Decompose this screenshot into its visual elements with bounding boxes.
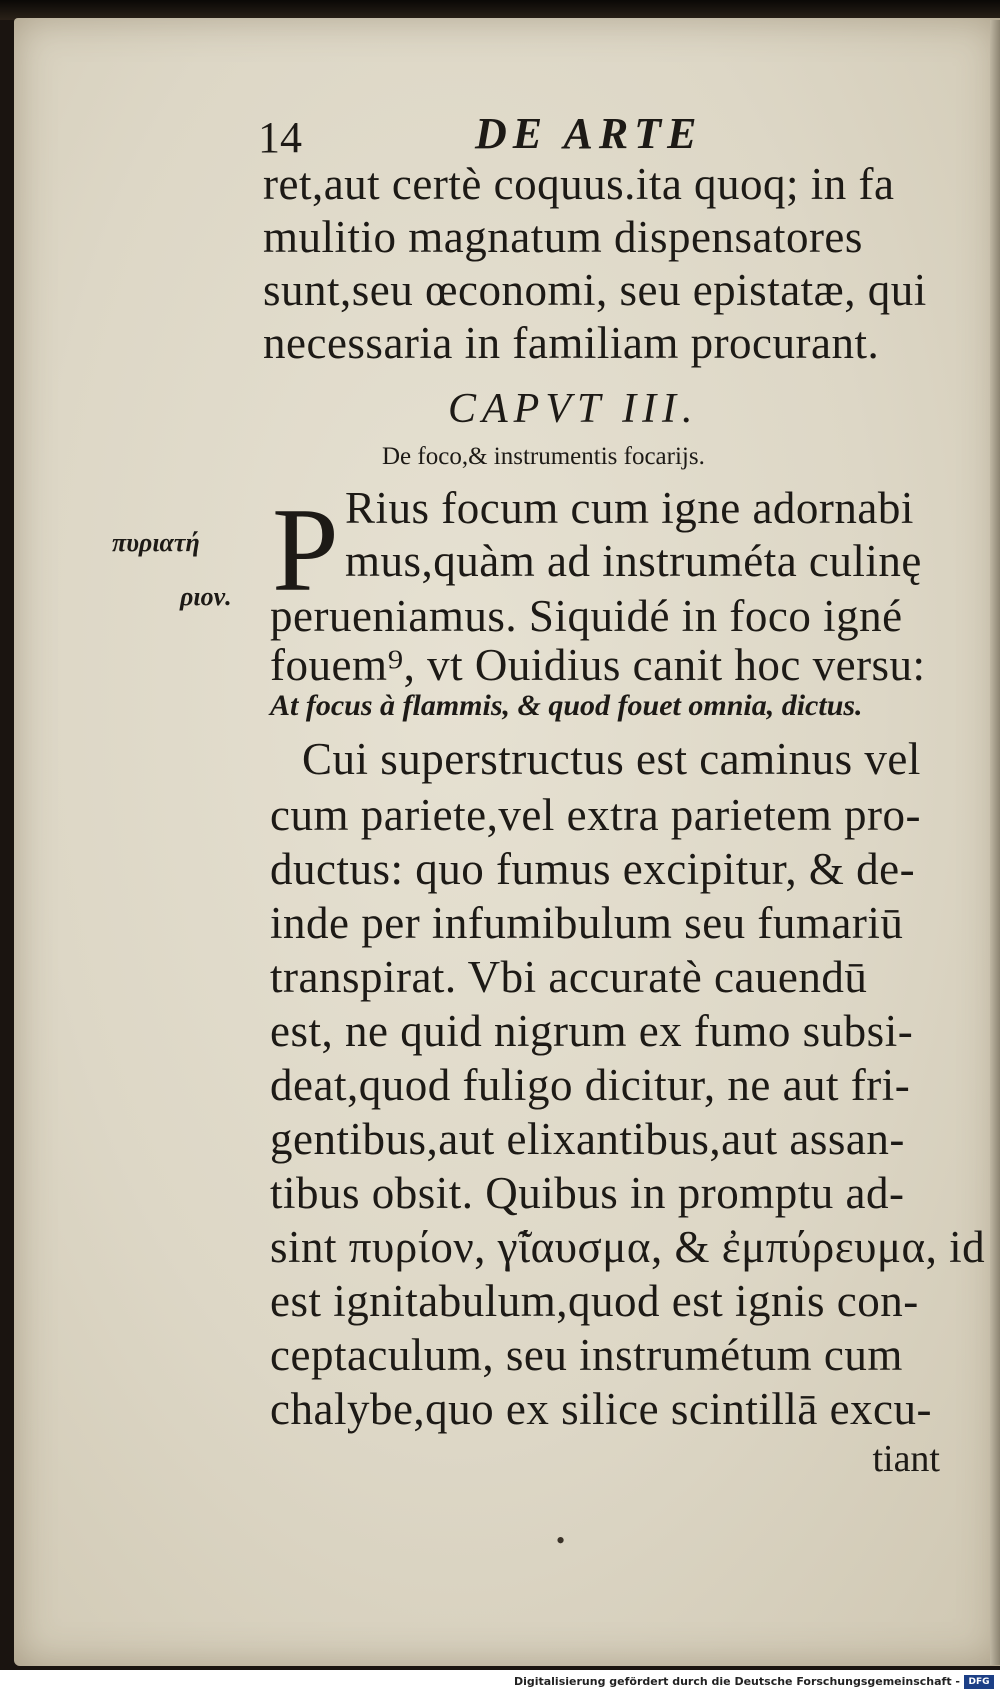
- text-line: Cui superstructus est caminus vel: [302, 734, 921, 784]
- scan-background: [0, 0, 1000, 20]
- text-line: deat,quod fuligo dicitur, ne aut fri-: [270, 1060, 911, 1110]
- text-line: sint πυρίον, γ̃ίαυσμα, & ἐμπύρευμα, id: [270, 1222, 986, 1272]
- text-line: necessaria in familiam procurant.: [263, 318, 880, 368]
- drop-capital: P: [272, 483, 339, 616]
- chapter-heading: CAPVT III.: [448, 386, 699, 432]
- text-line: perueniamus. Siquidé in foco igné: [270, 591, 903, 641]
- page-number: 14: [258, 113, 302, 162]
- text-line: transpirat. Vbi accuratè cauendū: [270, 952, 868, 1002]
- text-line: tibus obsit. Quibus in promptu ad-: [270, 1168, 905, 1218]
- digitization-credit: Digitalisierung gefördert durch die Deutsche Forschungsgemeinschaft -: [513, 1675, 960, 1688]
- text-line: cum pariete,vel extra parietem pro-: [270, 790, 921, 840]
- text-line: ductus: quo fumus excipitur, & de-: [270, 844, 916, 894]
- text-line: gentibus,aut elixantibus,aut assan-: [270, 1114, 905, 1164]
- margin-note-line2: ριον.: [180, 582, 232, 611]
- dfg-logo: DFG: [964, 1675, 994, 1689]
- text-line: mulitio magnatum dispensatores: [263, 212, 863, 262]
- verse-quotation: At focus à flammis, & quod fouet omnia, dictus.: [270, 689, 863, 722]
- text-line: fouem⁹, vt Ouidius canit hoc versu:: [270, 640, 926, 690]
- text-line: est ignitabulum,quod est ignis con-: [270, 1276, 919, 1326]
- running-title: DE ARTE: [475, 109, 703, 158]
- chapter-subtitle: De foco,& instrumentis focarijs.: [382, 443, 705, 470]
- ornament-mark: •: [556, 1526, 566, 1555]
- text-line: sunt,seu œconomi, seu epistatæ, qui: [263, 265, 927, 315]
- catchword: tiant: [872, 1438, 940, 1480]
- text-line: est, ne quid nigrum ex fumo subsi-: [270, 1006, 914, 1056]
- text-line: ceptaculum, seu instrumétum cum: [270, 1330, 903, 1380]
- text-line: chalybe,quo ex silice scintillā excu-: [270, 1384, 933, 1434]
- text-line: Rius focum cum igne adornabi: [345, 483, 914, 533]
- text-line: ret,aut certè coquus.ita quoq; in fa: [263, 159, 895, 209]
- text-line: mus,quàm ad instruméta culinę: [345, 536, 922, 586]
- margin-note-line1: πυριατή: [112, 528, 200, 557]
- page-edge: [990, 20, 1000, 1665]
- text-line: inde per infumibulum seu fumariū: [270, 898, 904, 948]
